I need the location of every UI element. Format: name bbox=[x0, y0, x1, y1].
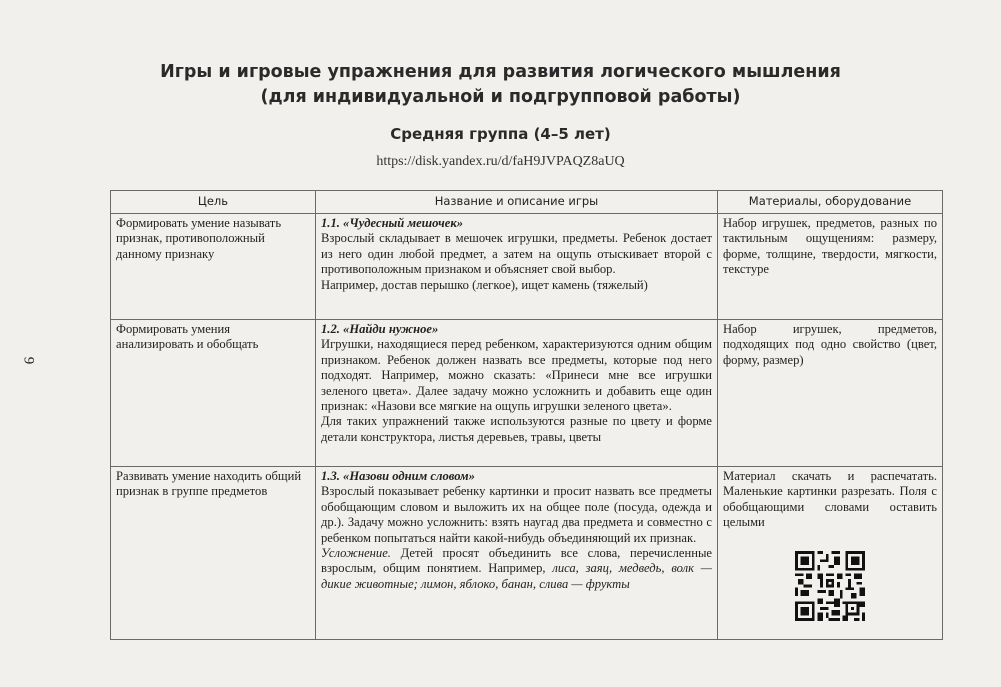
group-subtitle: Средняя группа (4–5 лет) bbox=[390, 125, 611, 143]
game-cell bbox=[316, 214, 718, 320]
game-cell bbox=[316, 320, 718, 467]
game-description: Взрослый показывает ребенку картинки и просит назвать все предметы обобщающим словом и выложить их на общее поле (посуда, одежда и др.). Задачу можно усложнить: взять наугад два предмета и совместно с ребенком попытаться найти какой-нибудь объединяющий их признак. bbox=[321, 484, 712, 545]
complication-example: лиса, заяц, медведь, волк — дикие животные; лимон, яблоко, банан, слива — фрукты bbox=[321, 561, 712, 591]
materials-text: Набор игрушек, предметов, подходящих под одно свойство (цвет, форму, размер) bbox=[723, 322, 937, 367]
materials-cell bbox=[718, 320, 943, 467]
qr-code-icon[interactable] bbox=[795, 551, 865, 621]
materials-cell bbox=[718, 214, 943, 320]
goal-cell bbox=[111, 467, 316, 640]
materials-cell bbox=[718, 467, 943, 640]
page-number: 9 bbox=[20, 356, 37, 365]
game-example: Для таких упражнений также используются разные по цвету и форме детали конструктора, листья деревьев, травы, цветы bbox=[321, 414, 712, 444]
complication-paragraph bbox=[321, 546, 712, 592]
header-materials: Материалы, оборудование bbox=[718, 191, 943, 214]
game-description: Взрослый складывает в мешочек игрушки, предметы. Ребенок достает из него один любой предмет, а затем на ощупь отыскивает второй с противоположным признаком и объясняет свой выбор. bbox=[321, 231, 712, 277]
goal-text: Развивать умение находить общий признак в группе предметов bbox=[116, 469, 302, 499]
game-description: Игрушки, находящиеся перед ребенком, характеризуются одним общим признаком. Ребенок должен назвать все предметы, которые под него подходят. Например, можно сказать: «Принеси мне все игрушки зеленого цвета». Далее задачу можно усложнить и добавить еще один признак: «Назови все мягкие на ощупь игрушки зеленого цвета». bbox=[321, 337, 712, 414]
title-line-2: (для индивидуальной и подгрупповой работы) bbox=[260, 87, 741, 107]
page-title bbox=[0, 60, 1001, 110]
header-game: Название и описание игры bbox=[316, 191, 718, 214]
header-goal: Цель bbox=[111, 191, 316, 214]
games-table bbox=[110, 190, 943, 640]
game-cell bbox=[316, 467, 718, 640]
title-line-1: Игры и игровые упражнения для развития логического мышления bbox=[160, 62, 841, 82]
complication-label: Усложнение. bbox=[321, 546, 391, 561]
materials-text: Набор игрушек, предметов, разных по тактильным ощущениям: размеру, форме, толщине, твердости, мягкости, текстуре bbox=[723, 216, 937, 277]
game-example: Например, достав перышко (легкое), ищет камень (тяжелый) bbox=[321, 277, 648, 292]
table-row bbox=[111, 320, 943, 467]
goal-text: Формировать умения анализировать и обобщать bbox=[116, 322, 259, 352]
complication-text: Детей просят объединить все слова, перечисленные взрослым, общим понятием. Например, bbox=[321, 546, 712, 576]
goal-text: Формировать умение называть признак, противоположный данному признаку bbox=[116, 216, 282, 261]
game-name: 1.1. «Чудесный мешочек» bbox=[321, 216, 464, 230]
table-row bbox=[111, 214, 943, 320]
download-link[interactable]: https://disk.yandex.ru/d/faH9JVPAQZ8aUQ bbox=[376, 154, 625, 169]
goal-cell bbox=[111, 214, 316, 320]
game-name: 1.3. «Назови одним словом» bbox=[321, 469, 475, 483]
goal-cell bbox=[111, 320, 316, 467]
game-name: 1.2. «Найди нужное» bbox=[321, 322, 439, 336]
table-row bbox=[111, 467, 943, 640]
materials-text: Материал скачать и распечатать. Маленькие картинки разрезать. Поля с обобщающими словами оставить целыми bbox=[723, 469, 937, 530]
table-header-row bbox=[111, 191, 943, 214]
